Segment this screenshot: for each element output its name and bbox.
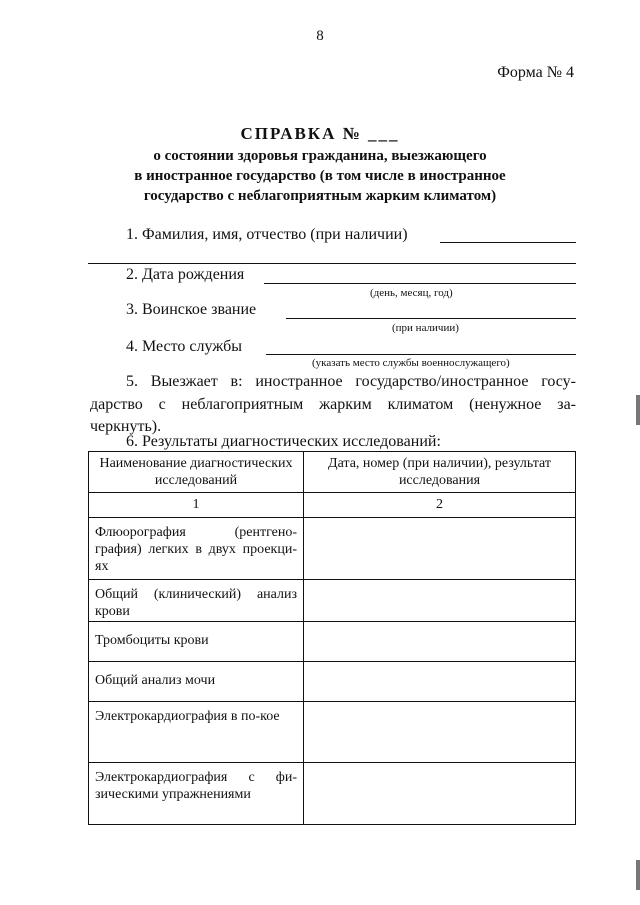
subtitle-line-3: государство с неблагоприятным жарким климатом) [143,188,497,204]
service-place-hint: (указать место службы военнослужащего) [312,357,510,369]
birth-date-line[interactable] [264,283,576,284]
military-rank-hint: (при наличии) [392,322,459,334]
full-name-label: 1. Фамилия, имя, отчество (при наличии) [126,226,408,243]
birth-date-label: 2. Дата рождения [126,266,245,283]
exam-ecg-exercise: Электрокардиография с фи-зическими упражнениями [89,763,304,825]
subtitle-line-1: о состоянии здоровья гражданина, выезжающего [153,148,487,164]
item-5-line-1: 5. Выезжает в: иностранное государство/иностранное госу- [126,373,576,390]
exam-blood-test: Общий (клинический) анализ крови [89,580,304,622]
exam-fluorography: Флюорография (рентгено-графия) легких в двух проекци-ях [89,518,304,580]
column-number-2: 2 [304,493,576,518]
binder-mark-2 [636,860,640,890]
item-6-label: 6. Результаты диагностических исследований: [126,433,441,450]
column-number-1: 1 [89,493,304,518]
result-platelets[interactable] [304,622,576,662]
service-place-line[interactable] [266,354,576,355]
full-name-line[interactable] [440,242,576,243]
exam-platelets: Тромбоциты крови [89,622,304,662]
document-title: СПРАВКА № ___ [240,124,400,143]
item-5-line-3: черкнуть). [90,418,162,435]
page-number: 8 [316,28,324,44]
result-ecg-exercise[interactable] [304,763,576,825]
result-blood-test[interactable] [304,580,576,622]
result-ecg-rest[interactable] [304,702,576,763]
table-header-result: Дата, номер (при наличии), результат исследования [304,452,576,493]
subtitle-line-2: в иностранное государство (в том числе в иностранное [134,168,506,184]
exam-urinalysis: Общий анализ мочи [89,662,304,702]
full-name-line-2[interactable] [88,263,576,264]
military-rank-label: 3. Воинское звание [126,301,257,318]
binder-mark-1 [636,395,640,425]
form-number: Форма № 4 [497,64,574,81]
table-header-exam: Наименование диагностических исследований [89,452,304,493]
diagnostics-table [88,451,576,825]
result-urinalysis[interactable] [304,662,576,702]
item-5-line-2: дарство с неблагоприятным жарким климатом (ненужное за- [90,396,576,413]
military-rank-line[interactable] [286,318,576,319]
result-fluorography[interactable] [304,518,576,580]
exam-ecg-rest: Электрокардиография в по-кое [89,702,304,763]
birth-date-hint: (день, месяц, год) [370,287,453,299]
service-place-label: 4. Место службы [126,338,243,355]
